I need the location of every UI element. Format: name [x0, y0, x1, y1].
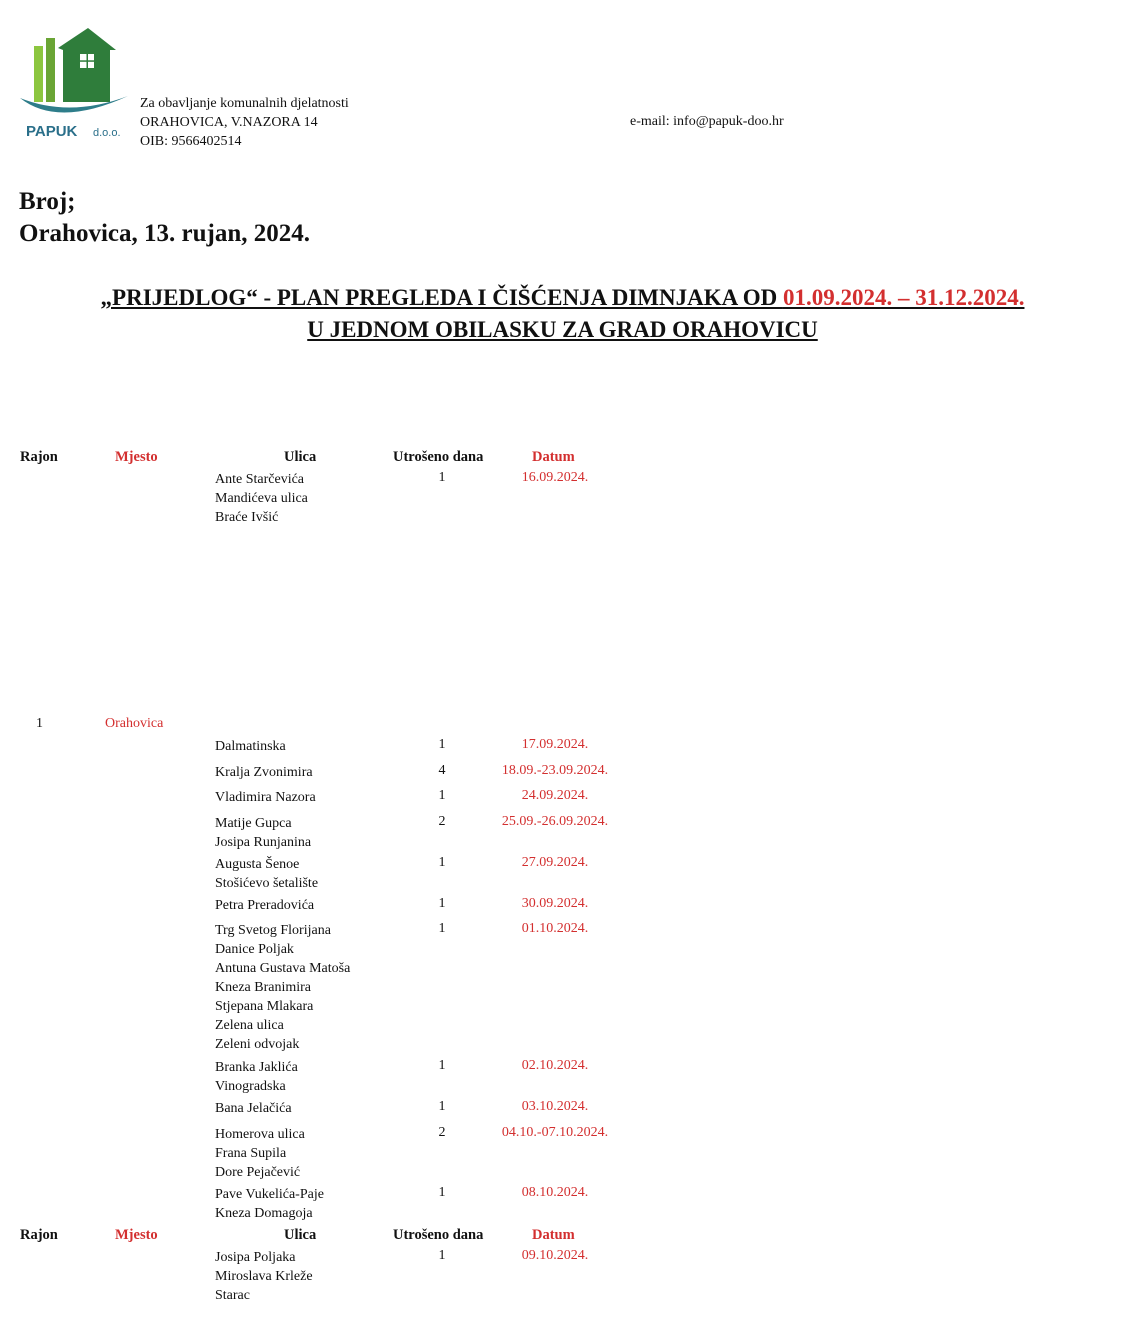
street-name: Frana Supila: [215, 1146, 287, 1161]
header-utroseno-dana: Utrošeno dana: [393, 1227, 484, 1243]
street-name: Miroslava Krleže: [215, 1269, 313, 1284]
svg-text:PAPUK: PAPUK: [26, 123, 78, 140]
row-days: 2: [438, 814, 446, 829]
mjesto-value: Orahovica: [105, 716, 164, 731]
header-datum: Datum: [532, 449, 575, 465]
row-date: 25.09.-26.09.2024.: [501, 814, 609, 829]
street-name: Augusta Šenoe: [215, 857, 300, 872]
row-date: 08.10.2024.: [521, 1185, 589, 1200]
street-name: Kralja Zvonimira: [215, 765, 313, 780]
street-name: Josipa Poljaka: [215, 1250, 296, 1265]
row-date: 24.09.2024.: [521, 788, 589, 803]
row-streets: [215, 896, 314, 915]
row-streets: [215, 1125, 305, 1182]
row-streets: [215, 1099, 292, 1118]
row-days: 1: [438, 1099, 446, 1114]
row-days: 1: [438, 896, 446, 911]
street-name: Homerova ulica: [215, 1127, 305, 1142]
row-date: 17.09.2024.: [521, 737, 589, 752]
row-streets: [215, 737, 286, 756]
row-streets: [215, 470, 308, 527]
rajon-value: 1: [36, 716, 43, 731]
row-streets: [215, 1248, 313, 1305]
document-title-line1: [0, 285, 1125, 311]
header-rajon: Rajon: [20, 449, 58, 465]
street-name: Vinogradska: [215, 1079, 286, 1094]
row-days: 1: [438, 1058, 446, 1073]
svg-text:d.o.o.: d.o.o.: [93, 127, 121, 139]
street-name: Kneza Domagoja: [215, 1206, 313, 1221]
row-streets: [215, 1185, 324, 1223]
row-date: 09.10.2024.: [521, 1248, 589, 1263]
row-streets: [215, 855, 318, 893]
row-streets: [215, 1058, 298, 1096]
street-name: Stjepana Mlakara: [215, 999, 314, 1014]
street-name: Stošićevo šetalište: [215, 876, 319, 891]
row-date: 03.10.2024.: [521, 1099, 589, 1114]
street-name: Vladimira Nazora: [215, 790, 316, 805]
street-name: Danice Poljak: [215, 942, 294, 957]
house-logo-icon: [18, 26, 133, 141]
row-days: 4: [438, 763, 446, 778]
header-mjesto: Mjesto: [115, 449, 158, 465]
street-name: Bana Jelačića: [215, 1101, 292, 1116]
header-ulica: Ulica: [284, 449, 317, 465]
street-name: Zelena ulica: [215, 1018, 284, 1033]
street-name: Josipa Runjanina: [215, 835, 312, 850]
row-days: 1: [438, 737, 446, 752]
row-streets: [215, 814, 311, 852]
street-name: Pave Vukelića-Paje: [215, 1187, 324, 1202]
document-place-date: Orahovica, 13. rujan, 2024.: [19, 220, 310, 247]
street-name: Zeleni odvojak: [215, 1037, 300, 1052]
header-datum: Datum: [532, 1227, 575, 1243]
row-days: 1: [438, 470, 446, 485]
row-date: 02.10.2024.: [521, 1058, 589, 1073]
row-days: 1: [438, 1185, 446, 1200]
row-date: 04.10.-07.10.2024.: [501, 1125, 609, 1140]
row-days: 1: [438, 855, 446, 870]
row-days: 1: [438, 1248, 446, 1263]
row-streets: [215, 763, 313, 782]
street-name: Kneza Branimira: [215, 980, 312, 995]
header-mjesto: Mjesto: [115, 1227, 158, 1243]
street-name: Dalmatinska: [215, 739, 286, 754]
company-email: e-mail: info@papuk-doo.hr: [630, 114, 784, 129]
row-date: 30.09.2024.: [521, 896, 589, 911]
street-name: Braće Ivšić: [215, 510, 279, 525]
row-date: 16.09.2024.: [521, 470, 589, 485]
row-days: 1: [438, 788, 446, 803]
row-date: 27.09.2024.: [521, 855, 589, 870]
row-date: 18.09.-23.09.2024.: [501, 763, 609, 778]
street-name: Ante Starčevića: [215, 472, 305, 487]
row-date: 01.10.2024.: [521, 921, 589, 936]
title-dates: 01.09.2024. – 31.12.2024.: [782, 285, 1025, 310]
street-name: Starac: [215, 1288, 250, 1303]
row-days: 2: [438, 1125, 446, 1140]
row-streets: [215, 788, 316, 807]
row-days: 1: [438, 921, 446, 936]
street-name: Petra Preradovića: [215, 898, 315, 913]
company-logo: [18, 26, 133, 141]
company-oib: OIB: 9566402514: [140, 134, 242, 149]
street-name: Mandićeva ulica: [215, 491, 308, 506]
street-name: Branka Jaklića: [215, 1060, 298, 1075]
company-address: ORAHOVICA, V.NAZORA 14: [140, 115, 318, 130]
street-name: Antuna Gustava Matoša: [215, 961, 351, 976]
title-prefix: „PRIJEDLOG“ - PLAN PREGLEDA I ČIŠĆENJA DIMNJAKA OD: [100, 285, 783, 310]
street-name: Dore Pejačević: [215, 1165, 301, 1180]
company-activity: Za obavljanje komunalnih djelatnosti: [140, 96, 349, 111]
document-number: Broj;: [19, 188, 76, 215]
header-ulica: Ulica: [284, 1227, 317, 1243]
street-name: Trg Svetog Florijana: [215, 923, 331, 938]
document-title-line2: U JEDNOM OBILASKU ZA GRAD ORAHOVICU: [307, 317, 818, 342]
header-rajon: Rajon: [20, 1227, 58, 1243]
street-name: Matije Gupca: [215, 816, 292, 831]
header-utroseno-dana: Utrošeno dana: [393, 449, 484, 465]
row-streets: [215, 921, 350, 1054]
